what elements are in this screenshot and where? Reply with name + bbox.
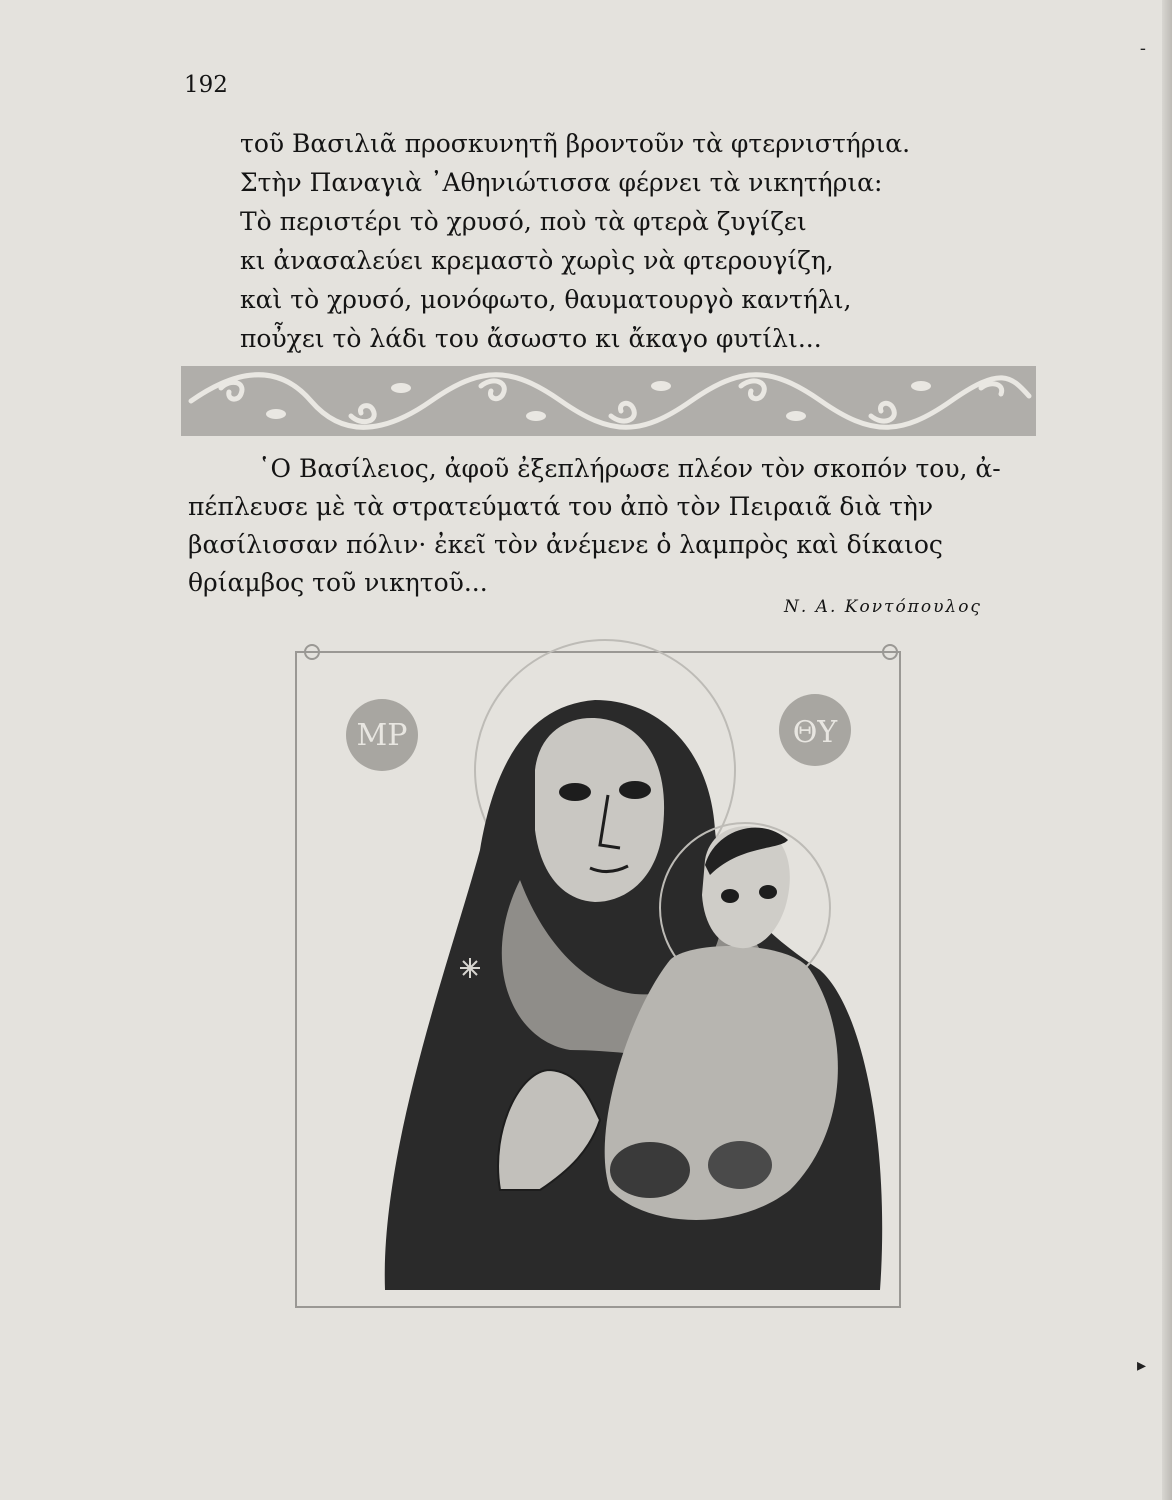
poem-line: καὶ τὸ χρυσό, μονόφωτο, θαυματουργὸ καντήλι, — [240, 285, 852, 314]
prose-line: πέπλευσε μὲ τὰ στρατεύματά του ἀπὸ τὸν Πειραιᾶ διὰ τὴν — [188, 492, 934, 521]
prose-paragraph — [188, 450, 1060, 602]
poem-line: ποὖχει τὸ λάδι του ἄσωστο κι ἄκαγο φυτίλι... — [240, 324, 822, 353]
page-edge — [1162, 0, 1172, 1500]
prose-line: βασίλισσαν πόλιν· ἐκεῖ τὸν ἀνέμενε ὁ λαμπρὸς καὶ δίκαιος — [188, 530, 943, 559]
poem-line: Στὴν Παναγιὰ ᾿Αθηνιώτισσα φέρνει τὰ νικητήρια: — [240, 168, 883, 197]
prose-line: θρίαμβος τοῦ νικητοῦ... — [188, 568, 488, 597]
edge-mark: - — [1139, 38, 1146, 59]
edge-mark: ▸ — [1136, 1355, 1146, 1376]
author-signature: Ν. Α. Κοντόπουλος — [784, 597, 982, 617]
scroll-ornament-icon — [181, 366, 1036, 436]
madonna-and-child-icon — [290, 630, 910, 1315]
poem-line: τοῦ Βασιλιᾶ προσκυνητῆ βροντοῦν τὰ φτερνιστήρια. — [240, 129, 911, 158]
poem-line: Τὸ περιστέρι τὸ χρυσό, ποὺ τὰ φτερὰ ζυγίζει — [240, 207, 807, 236]
prose-line: ῾Ο Βασίλειος, ἀφοῦ ἐξεπλήρωσε πλέον τὸν σκοπόν του, ἀ- — [258, 454, 1001, 483]
bleed-through — [185, 150, 192, 175]
poem-line: κι ἀνασαλεύει κρεμαστὸ χωρὶς νὰ φτερουγίζη, — [240, 246, 834, 275]
thy-monogram: ΘΥ — [792, 715, 838, 750]
ornamental-band — [181, 366, 1036, 436]
madonna-illustration — [290, 630, 910, 1315]
page-number: 192 — [184, 72, 228, 98]
mr-monogram: ΜΡ — [356, 718, 408, 753]
poem-stanza — [240, 124, 910, 358]
